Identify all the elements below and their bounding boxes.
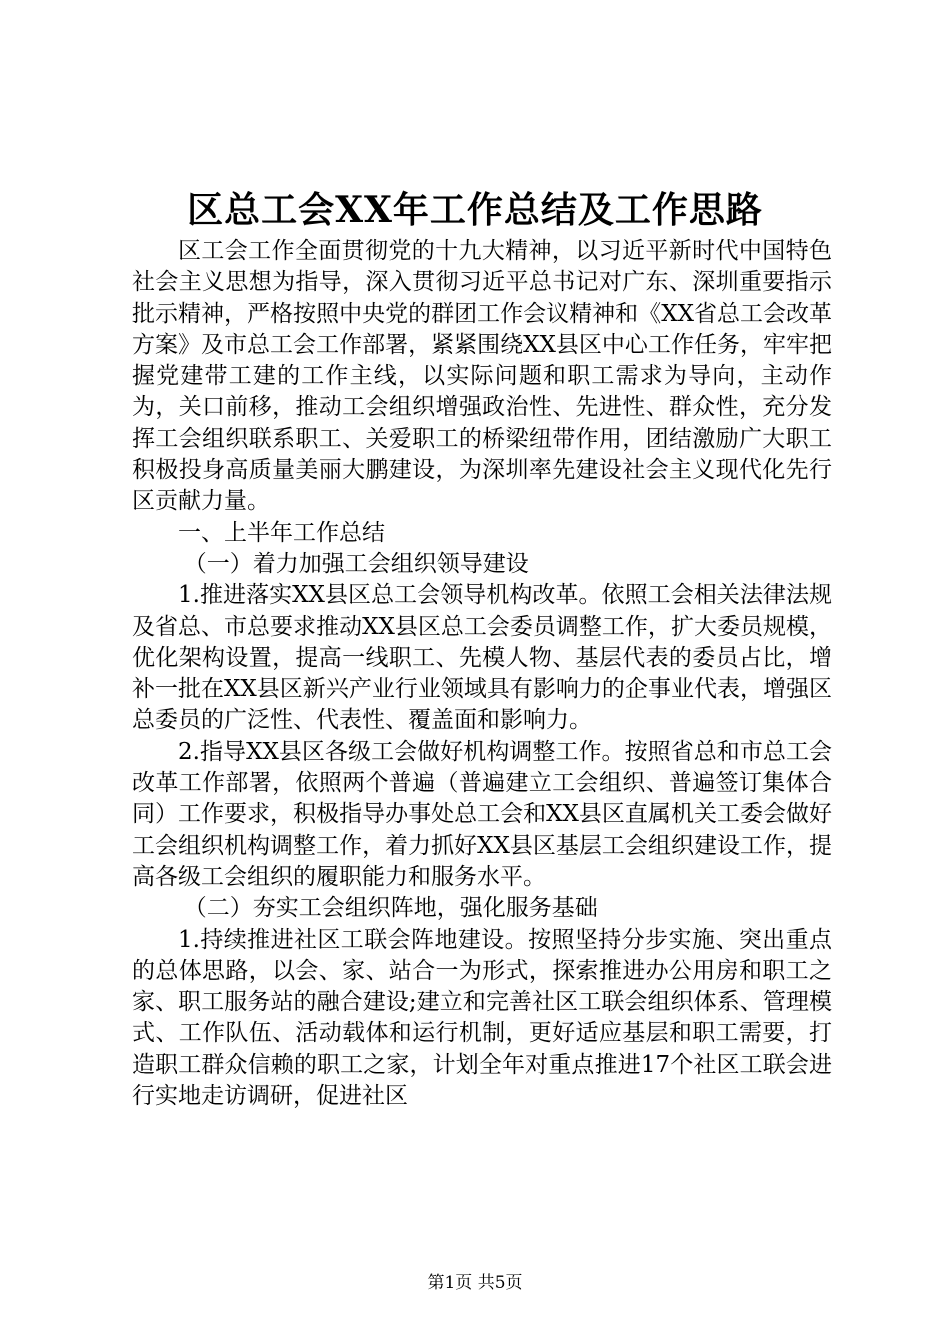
subsection-heading: （二）夯实工会组织阵地，强化服务基础 [183, 895, 598, 922]
body-paragraph: 1.推进落实XX县区总工会领导机构改革。依照工会相关法律法规及省总、市总要求推动XX县区总工会委员调整工作，扩大委员规模，优化架构设置，提高一线职工、先模人物、基层代表的委员占比，增补一批在XX县区新兴产业行业领域具有影响力的企事业代表，增强区总委员的广泛性、代表性、覆盖面和影响力。 [132, 582, 832, 734]
section-heading: 一、上半年工作总结 [178, 519, 385, 546]
document-body [132, 236, 832, 1112]
page-footer: 第1页 共5页 [427, 1273, 523, 1293]
body-paragraph: 1.持续推进社区工联会阵地建设。按照坚持分步实施、突出重点的总体思路，以会、家、站合一为形式，探索推进办公用房和职工之家、职工服务站的融合建设;建立和完善社区工联会组织体系、管理模式、工作队伍、活动载体和运行机制，更好适应基层和职工需要，打造职工群众信赖的职工之家，计划全年对重点推进17个社区工联会进行实地走访调研，促进社区 [132, 926, 832, 1110]
intro-paragraph: 区工会工作全面贯彻党的十九大精神，以习近平新时代中国特色社会主义思想为指导，深入贯彻习近平总书记对广东、深圳重要指示批示精神，严格按照中央党的群团工作会议精神和《XX省总工会改革方案》及市总工会工作部署，紧紧围绕XX县区中心工作任务，牢牢把握党建带工建的工作主线，以实际问题和职工需求为导向，主动作为，关口前移，推动工会组织增强政治性、先进性、群众性，充分发挥工会组织联系职工、关爱职工的桥梁纽带作用，团结激励广大职工积极投身高质量美丽大鹏建设，为深圳率先建设社会主义现代化先行区贡献力量。 [132, 238, 832, 515]
subsection-heading: （一）着力加强工会组织领导建设 [183, 550, 529, 577]
document-title: 区总工会XX年工作总结及工作思路 [187, 189, 763, 231]
body-paragraph: 2.指导XX县区各级工会做好机构调整工作。按照省总和市总工会改革工作部署，依照两个普遍（普遍建立工会组织、普遍签订集体合同）工作要求，积极指导办事处总工会和XX县区直属机关工委会做好工会组织机构调整工作，着力抓好XX县区基层工会组织建设工作，提高各级工会组织的履职能力和服务水平。 [132, 738, 832, 890]
